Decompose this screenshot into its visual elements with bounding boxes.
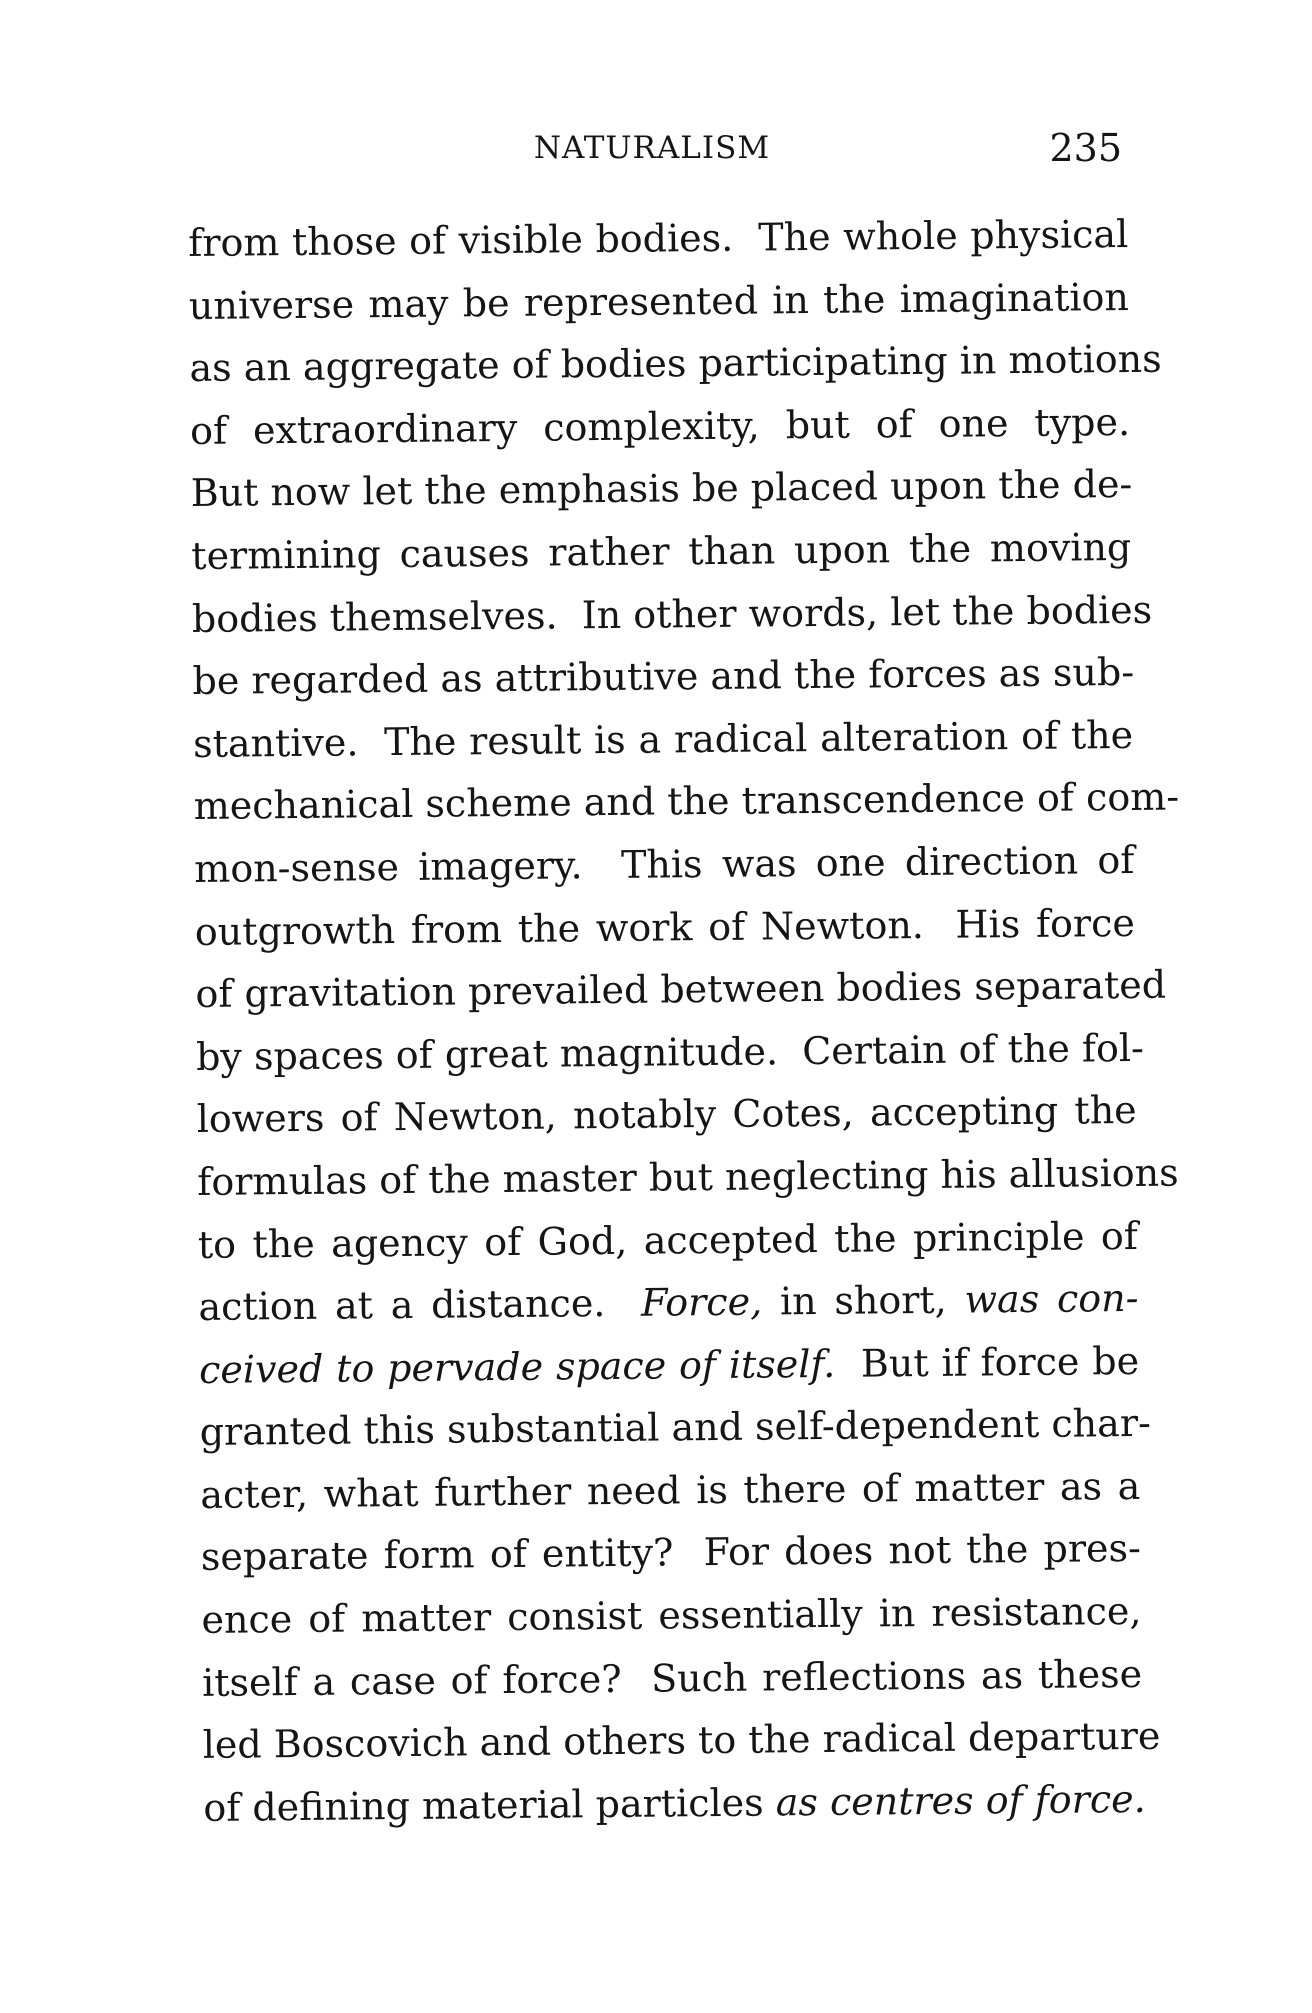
text-segment: led Boscovich and others to the radical departure	[202, 1713, 1161, 1768]
text-line	[198, 1204, 1139, 1276]
italic-text: Force,	[640, 1279, 763, 1325]
text-segment: granted this substantial and self-dependent char-	[199, 1401, 1152, 1455]
text-line	[190, 453, 1131, 525]
text-segment: acter, what further need is there of matter as a	[200, 1463, 1141, 1517]
text-line	[190, 391, 1131, 463]
text-segment: outgrowth from the work of Newton. His force	[194, 900, 1136, 954]
text-line	[193, 766, 1180, 838]
text-line	[203, 1768, 1144, 1840]
text-line	[189, 328, 1162, 400]
text-segment: of defining material particles	[203, 1780, 776, 1830]
italic-text: was con-	[964, 1276, 1139, 1322]
text-segment: bodies themselves. In other words, let the bodies	[191, 587, 1153, 641]
text-line	[201, 1517, 1142, 1589]
body-text	[188, 203, 1180, 1839]
italic-text: ceived to pervade space of itself.	[198, 1341, 836, 1392]
text-line	[195, 891, 1136, 963]
text-segment: as an aggregate of bodies participating in motions	[189, 336, 1162, 391]
text-line	[191, 516, 1132, 588]
text-line	[199, 1392, 1152, 1464]
text-segment: in short,	[761, 1277, 965, 1324]
text-segment: stantive. The result is a radical alteration of the	[192, 712, 1134, 766]
text-segment: lowers of Newton, notably Cotes, accepting the	[196, 1088, 1137, 1142]
text-segment: by spaces of great magnitude. Certain of the fol-	[195, 1025, 1145, 1079]
text-segment: itself a case of force? Such reflections as these	[201, 1651, 1143, 1705]
text-segment: of extraordinary complexity, but of one type.	[189, 399, 1131, 453]
text-segment: universe may be represented in the imagination	[188, 274, 1130, 328]
page-header	[182, 126, 1122, 180]
text-line	[195, 954, 1167, 1026]
text-segment: ence of matter consist essentially in resistance,	[201, 1588, 1142, 1642]
text-line	[198, 1267, 1139, 1339]
text-line	[201, 1580, 1142, 1652]
text-line	[188, 203, 1129, 275]
text-line	[195, 1017, 1145, 1089]
text-line	[197, 1142, 1179, 1214]
page-number: 235	[1049, 126, 1122, 170]
text-line	[194, 829, 1135, 901]
text-segment: of gravitation prevailed between bodies separated	[195, 962, 1167, 1017]
text-segment: to the agency of God, accepted the principle of	[197, 1213, 1139, 1267]
text-line	[202, 1705, 1161, 1777]
text-segment: be regarded as attributive and the forces as sub-	[192, 650, 1135, 704]
text-segment: from those of visible bodies. The whole physical	[188, 211, 1129, 265]
running-title: NATURALISM	[533, 130, 771, 166]
text-line	[193, 704, 1134, 776]
text-segment: action at a distance.	[198, 1280, 642, 1330]
text-line	[189, 266, 1130, 338]
text-segment: separate form of entity? For does not the pres-	[200, 1526, 1142, 1580]
text-segment: But now let the emphasis be placed upon the de-	[190, 462, 1133, 516]
text-segment: mon-sense imagery. This was one direction of	[194, 837, 1135, 891]
italic-text: as centres of force.	[775, 1776, 1146, 1825]
text-segment: formulas of the master but neglecting his allusions	[197, 1150, 1179, 1204]
text-line	[192, 641, 1133, 713]
text-line	[200, 1455, 1141, 1527]
text-segment: termining causes rather than upon the moving	[191, 524, 1132, 578]
text-line	[202, 1643, 1143, 1715]
text-line	[196, 1079, 1137, 1151]
text-segment: mechanical scheme and the transcendence of com-	[193, 774, 1180, 829]
text-line	[191, 579, 1153, 651]
text-line	[199, 1330, 1140, 1402]
text-segment: But if force be	[834, 1338, 1140, 1386]
